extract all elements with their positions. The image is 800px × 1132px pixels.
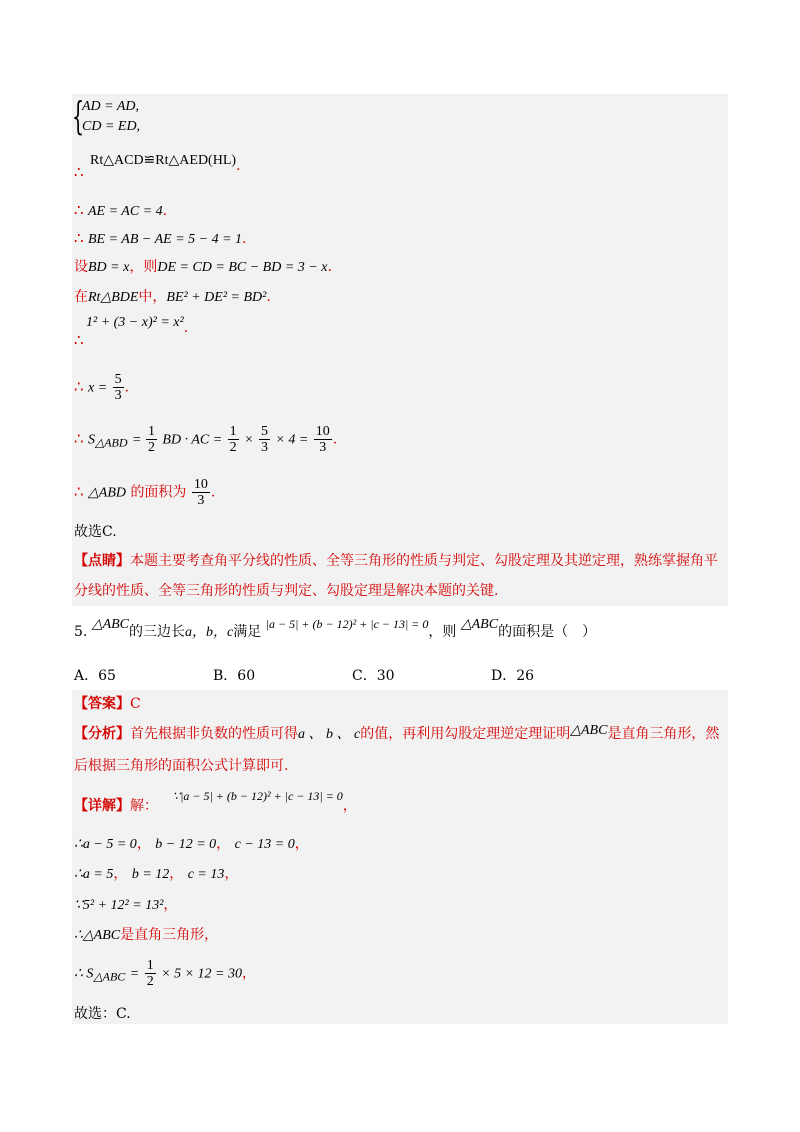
- area-s: S: [88, 432, 95, 448]
- option-a[interactable]: A．65: [74, 668, 116, 684]
- fraction-five-thirds: $\frac{5}{3}$: [114, 372, 122, 403]
- middle-label: 中，: [138, 289, 167, 305]
- b-value: b = 12: [131, 867, 170, 882]
- area-subscript: △ABD: [95, 435, 128, 450]
- equation-line: [74, 315, 189, 339]
- pythag-expr: BE² + DE² = BD²: [166, 290, 267, 305]
- therefore-symbol: ∴: [74, 331, 84, 349]
- bd-ac: BD · AC =: [162, 432, 223, 448]
- analysis-line-1: [74, 724, 719, 745]
- be-line: [74, 228, 247, 250]
- choose-c-line: 故选C.: [74, 524, 117, 540]
- area-calc: × 5 × 12 = 30: [161, 966, 242, 982]
- times-four: × 4 =: [275, 432, 309, 448]
- comma: ，: [136, 836, 151, 852]
- equals: =: [129, 966, 140, 982]
- therefore-symbol: ∴: [74, 163, 84, 181]
- final-line: 故选：C.: [74, 1006, 131, 1022]
- eq-cd-ed: CD = ED,: [82, 119, 141, 134]
- system-brace: {: [72, 94, 85, 138]
- comma: ，: [216, 836, 231, 852]
- option-b[interactable]: B．60: [213, 668, 256, 684]
- option-d[interactable]: D．26: [491, 668, 535, 684]
- area-subscript: △ABC: [93, 969, 126, 984]
- question-condition: |a − 5| + (b − 12)² + |c − 13| = 0: [265, 617, 429, 631]
- therefore-symbol: ∴: [74, 482, 84, 501]
- step-c: c − 13 = 0: [234, 837, 295, 852]
- then-label: ，则: [129, 259, 158, 275]
- analysis-text-1: 首先根据非负数的性质可得: [130, 726, 298, 742]
- detail-step-6: [74, 958, 256, 989]
- period: .: [242, 231, 247, 247]
- ae-line: [74, 200, 167, 222]
- x-eq: x =: [88, 380, 108, 396]
- comma: ，: [163, 897, 178, 913]
- step-b: b − 12 = 0: [155, 837, 217, 852]
- period: .: [332, 431, 338, 448]
- let-line: [74, 257, 332, 278]
- ae-text: AE = AC = 4: [88, 204, 163, 219]
- detail-text: 解：: [130, 798, 158, 814]
- analysis-triangle: △ABC: [570, 723, 608, 738]
- question-text-2: 满足: [233, 624, 262, 640]
- option-c[interactable]: C．30: [352, 668, 395, 684]
- a-value: ∴a = 5: [74, 867, 114, 882]
- comma: ，: [342, 798, 357, 814]
- period: .: [183, 320, 189, 336]
- de-expr: DE = CD = BC − BD = 3 − x: [157, 260, 328, 275]
- comma: ，: [224, 866, 239, 882]
- answer-line: [74, 694, 141, 714]
- period: .: [266, 289, 271, 305]
- analysis-text-2: 的值，再利用勾股定理逆定理证明: [360, 726, 571, 742]
- triangle-bde: Rt△BDE: [88, 290, 139, 305]
- question-text-3: ，则: [428, 624, 457, 640]
- in-triangle-line: [74, 287, 271, 308]
- fraction-ten-thirds: $\frac{10}{3}$: [315, 424, 330, 455]
- fraction-ten-thirds: $\frac{10}{3}$: [193, 477, 208, 508]
- note-line-2: 分线的性质、全等三角形的性质与判定、勾股定理是解决本题的关键.: [74, 583, 499, 599]
- in-label: 在: [74, 289, 88, 305]
- fraction-half: $\frac{1}{2}$: [229, 424, 237, 455]
- x-solution-line: [74, 372, 129, 403]
- detail-label: 【详解】: [74, 798, 130, 814]
- note-label: 【点睛】: [74, 553, 130, 569]
- detail-step-4: [74, 895, 177, 916]
- detail-line: [74, 789, 357, 816]
- be-text: BE = AB − AE = 5 − 4 = 1: [88, 232, 243, 247]
- equals: =: [132, 432, 145, 448]
- therefore-symbol: ∴: [74, 429, 84, 448]
- period: .: [327, 259, 332, 275]
- triangle-abc: ∴△ABC: [74, 928, 121, 943]
- bd-x: BD = x: [88, 260, 130, 275]
- comma: ，: [294, 836, 309, 852]
- answer-value: C: [130, 696, 141, 712]
- period: .: [124, 379, 130, 396]
- note-line-1: [74, 551, 718, 571]
- analysis-vars: a 、 b 、 c: [298, 727, 361, 742]
- fraction-five-thirds: $\frac{5}{3}$: [260, 424, 268, 455]
- period: .: [162, 203, 168, 219]
- question-triangle-2: △ABC: [460, 617, 499, 632]
- question-text-1: 的三边长: [129, 624, 186, 640]
- triangle-abd: △ABD: [88, 485, 126, 501]
- equation-text: 1² + (3 − x)² = x²: [86, 315, 184, 330]
- question-text-4: 的面积是（ ）: [498, 624, 597, 640]
- detail-step-3: [74, 864, 238, 885]
- area-result-line: [74, 477, 215, 508]
- congruence-line: [74, 150, 241, 174]
- eq-ad-ad: AD = AD,: [82, 99, 140, 114]
- fraction-half: $\frac{1}{2}$: [146, 958, 154, 989]
- answer-label: 【答案】: [74, 696, 130, 712]
- detail-step-5: [74, 925, 218, 946]
- period: .: [210, 484, 216, 501]
- therefore-symbol: ∴: [74, 229, 84, 247]
- comma: ，: [241, 965, 256, 982]
- comma: ，: [204, 927, 219, 943]
- analysis-label: 【分析】: [74, 726, 130, 742]
- analysis-text-3: 是直角三角形，然: [607, 726, 720, 742]
- pythag-check: ∵5² + 12² = 13²: [74, 898, 164, 913]
- question-vars: a，b，c: [185, 625, 234, 640]
- question-number: 5.: [74, 624, 88, 640]
- area-line: [74, 424, 337, 455]
- detail-condition: ∵|a − 5| + (b − 12)² + |c − 13| = 0: [172, 789, 343, 803]
- therefore-symbol: ∴: [74, 377, 84, 396]
- analysis-line-2: 后根据三角形的面积公式计算即可.: [74, 758, 289, 774]
- therefore-symbol: ∴: [74, 201, 84, 219]
- right-triangle-text: 是直角三角形: [120, 927, 205, 943]
- period: .: [236, 158, 241, 174]
- step-a: ∴a − 5 = 0: [74, 837, 137, 852]
- comma: ，: [113, 866, 128, 882]
- times: ×: [244, 432, 254, 448]
- question-5: [74, 617, 597, 643]
- area-is: 的面积为: [130, 484, 187, 501]
- c-value: c = 13: [187, 867, 225, 882]
- question-triangle: △ABC: [91, 617, 130, 632]
- detail-step-2: [74, 834, 309, 855]
- congruence-text: Rt△ACD≌Rt△AED(HL): [90, 153, 237, 168]
- fraction-half: $\frac{1}{2}$: [147, 424, 155, 455]
- comma: ，: [169, 866, 184, 882]
- area-s: ∴ S: [74, 966, 94, 982]
- let-label: 设: [74, 259, 88, 275]
- note-text-1: 本题主要考查角平分线的性质、全等三角形的性质与判定、勾股定理及其逆定理，熟练掌握角平: [130, 553, 718, 569]
